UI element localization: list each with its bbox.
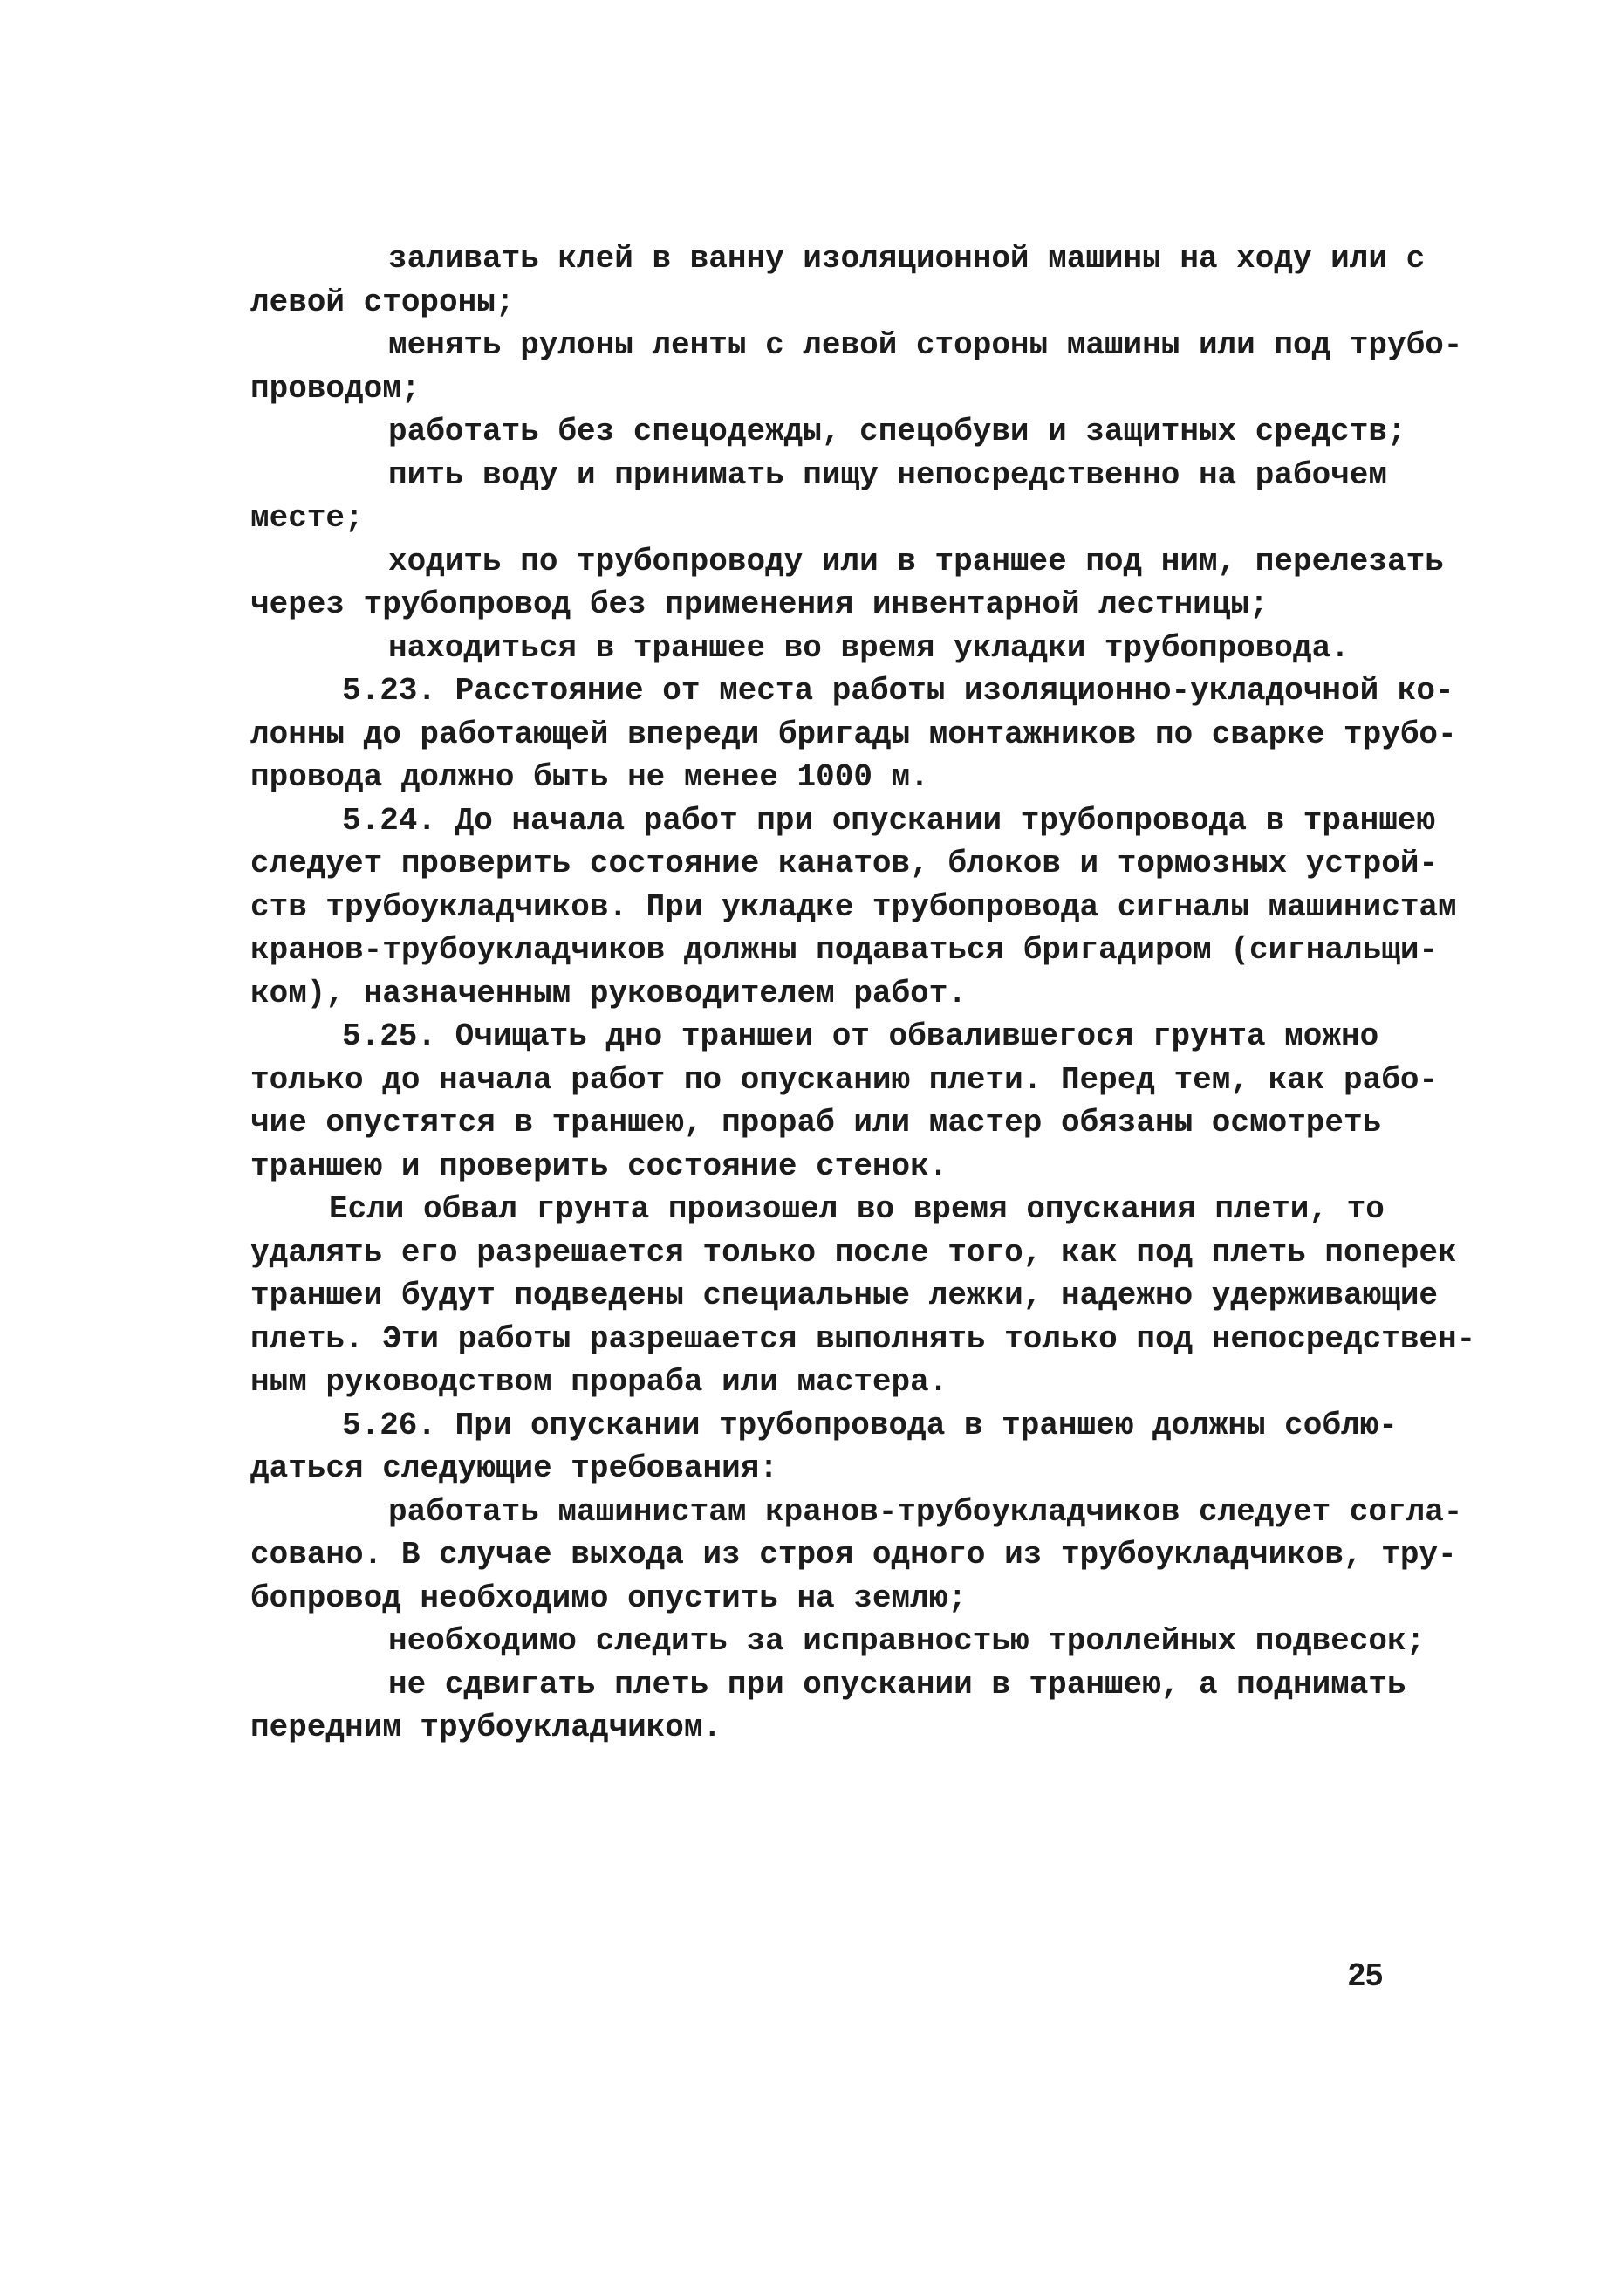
text-line: находиться в траншее во время укладки трубопровода. (388, 629, 1350, 666)
text-line: Если обвал грунта произошел во время опускания плети, то (329, 1191, 1385, 1227)
page-number: 25 (1348, 1957, 1384, 1992)
text-line: не сдвигать плеть при опускании в траншею, а поднимать (388, 1666, 1406, 1703)
text-line: ным руководством прораба или мастера. (250, 1364, 948, 1400)
text-line: бопровод необходимо опустить на землю; (250, 1580, 967, 1616)
text-line: левой стороны; (250, 284, 515, 320)
text-line: кранов-трубоукладчиков должны подаваться бригадиром (сигнальщи- (250, 932, 1439, 968)
text-line: лонны до работающей впереди бригады монтажников по сварке трубо- (250, 716, 1457, 752)
text-line: совано. В случае выхода из строя одного из трубоукладчиков, тру- (250, 1537, 1457, 1573)
text-line: провода должно быть не менее 1000 м. (250, 759, 929, 795)
text-line: траншею и проверить состояние стенок. (250, 1148, 948, 1184)
text-line: ком), назначенным руководителем работ. (250, 975, 967, 1011)
text-line: 5.25. Очищать дно траншеи от обвалившегося грунта можно (342, 1018, 1379, 1054)
text-line: даться следующие требования: (250, 1450, 778, 1486)
text-line: месте; (250, 500, 364, 536)
text-line: 5.23. Расстояние от места работы изоляционно-укладочной ко- (342, 673, 1454, 709)
text-line: менять рулоны ленты с левой стороны машины или под трубо- (388, 327, 1463, 363)
text-line: ходить по трубопроводу или в траншее под ним, перелезать (388, 543, 1444, 579)
text-line: только до начала работ по опусканию плети. Перед тем, как рабо- (250, 1061, 1439, 1098)
text-line: заливать клей в ванну изоляционной машины на ходу или с (388, 241, 1426, 277)
text-line: следует проверить состояние канатов, блоков и тормозных устрой- (250, 846, 1439, 881)
text-line: траншеи будут подведены специальные лежки, надежно удерживающие (250, 1278, 1439, 1313)
text-line: через трубопровод без применения инвентарной лестницы; (250, 586, 1269, 622)
text-line: чие опустятся в траншею, прораб или мастер обязаны осмотреть (250, 1105, 1382, 1141)
body-text (250, 237, 1476, 1750)
text-line: 5.24. До начала работ при опускании трубопровода в траншею (342, 802, 1436, 839)
text-line: пить воду и принимать пищу непосредственно на рабочем (388, 456, 1387, 493)
text-line: работать машинистам кранов-трубоукладчиков следует согла- (388, 1493, 1463, 1530)
text-line: работать без спецодежды, спецобуви и защитных средств; (388, 414, 1406, 449)
text-line: удалять его разрешается только после того, как под плеть поперек (250, 1234, 1457, 1271)
text-line: 5.26. При опускании трубопровода в траншею должны соблю- (342, 1407, 1398, 1443)
text-line: передним трубоукладчиком. (250, 1710, 722, 1745)
text-line: плеть. Эти работы разрешается выполнять только под непосредствен- (250, 1320, 1476, 1357)
text-line: ств трубоукладчиков. При укладке трубопровода сигналы машинистам (250, 888, 1457, 925)
text-line: необходимо следить за исправностью троллейных подвесок; (388, 1623, 1426, 1659)
text-line: проводом; (250, 370, 421, 407)
